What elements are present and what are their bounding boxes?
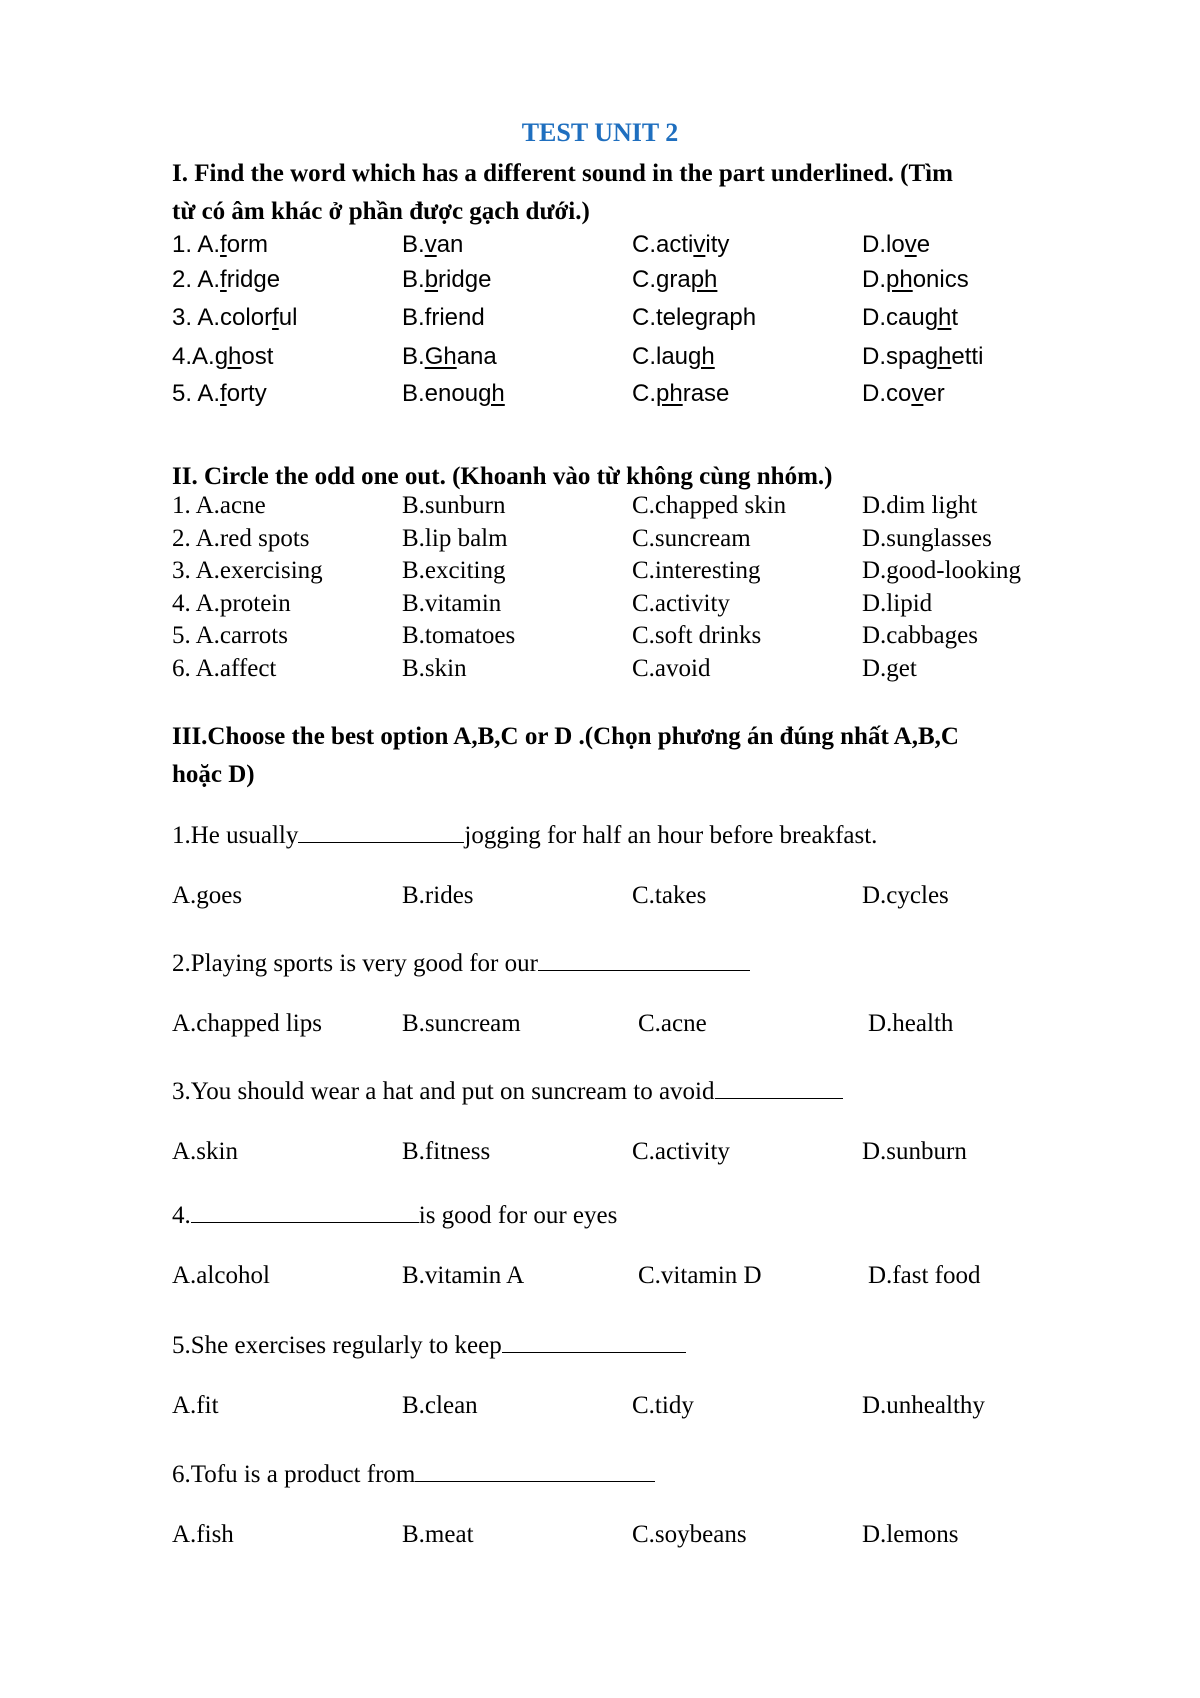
option-text: orty: [226, 380, 267, 407]
section1-row: [172, 380, 1092, 414]
option-text: B.: [402, 231, 425, 258]
question-options: [172, 1010, 1092, 1044]
question-stem: 4.: [172, 1202, 191, 1229]
section1-option: [632, 380, 729, 408]
underlined-part: ph: [690, 266, 718, 293]
section2-row: [172, 557, 1092, 591]
answer-option: B.meat: [402, 1521, 474, 1548]
section1-option: [632, 304, 756, 332]
question-stem: 6.Tofu is a product from: [172, 1461, 416, 1488]
section2-option: C.avoid: [632, 655, 711, 682]
section2-row: [172, 525, 1092, 559]
section2-option: D.dim light: [862, 492, 978, 519]
section1-row: [172, 266, 1092, 300]
answer-blank: [715, 1078, 843, 1099]
section1-option: [172, 304, 297, 332]
section1-option: [862, 266, 969, 294]
option-text: B.enou: [402, 380, 479, 407]
question-stem: 3.You should wear a hat and put on suncream to avoid: [172, 1078, 715, 1105]
section1-option: [172, 231, 268, 259]
option-text: rase: [682, 380, 730, 407]
section1-heading: [172, 155, 1072, 231]
section2-row: [172, 622, 1092, 656]
answer-option: C.soybeans: [632, 1521, 747, 1548]
option-text: 1. A.: [172, 231, 221, 258]
underlined-part: gh: [924, 304, 952, 331]
section2-option: B.sunburn: [402, 492, 506, 519]
section2-option: C.interesting: [632, 557, 761, 584]
section2-option: 6. A.affect: [172, 655, 277, 682]
question-text: [172, 1332, 686, 1360]
section2-row: [172, 492, 1092, 526]
question-options: [172, 1262, 1092, 1296]
section2-option: D.good-looking: [862, 557, 1022, 584]
option-text: e: [916, 231, 931, 258]
option-text: 3. A.color: [172, 304, 273, 331]
answer-option: A.skin: [172, 1138, 238, 1165]
answer-option: B.vitamin A: [402, 1262, 525, 1289]
section2-option: C.suncream: [632, 525, 751, 552]
underlined-part: f: [220, 380, 227, 407]
section1-row: [172, 304, 1092, 338]
question-options: [172, 1521, 1092, 1555]
option-text: ridge: [438, 266, 492, 293]
answer-blank: [415, 1461, 655, 1482]
option-text: C.: [632, 380, 656, 407]
answer-option: A.alcohol: [172, 1262, 270, 1289]
answer-option: B.fitness: [402, 1138, 491, 1165]
underlined-part: v: [904, 231, 917, 258]
section1-option: [632, 343, 715, 371]
section1-option: [632, 231, 729, 259]
option-text: C.telegraph: [632, 304, 757, 331]
answer-blank: [191, 1202, 419, 1223]
option-text: ity: [705, 231, 730, 258]
answer-blank: [538, 950, 750, 971]
underlined-part: ph: [886, 266, 913, 293]
option-text: etti: [951, 343, 984, 370]
option-text: ul: [278, 304, 298, 331]
section2-option: 2. A.red spots: [172, 525, 310, 552]
answer-option: A.fish: [172, 1521, 234, 1548]
question-text: [172, 1202, 617, 1230]
underlined-part: v: [693, 231, 706, 258]
section1-option: [402, 231, 463, 259]
option-text: C.acti: [632, 231, 694, 258]
answer-option: D.fast food: [868, 1262, 981, 1289]
answer-blank: [502, 1332, 686, 1353]
answer-option: A.fit: [172, 1392, 219, 1419]
section2-option: B.tomatoes: [402, 622, 516, 649]
option-text: C.lau: [632, 343, 689, 370]
option-text: D.spa: [862, 343, 925, 370]
answer-option: B.rides: [402, 882, 474, 909]
section2-option: C.soft drinks: [632, 622, 762, 649]
underlined-part: b: [424, 266, 439, 293]
section3-heading: [172, 718, 1072, 794]
question-stem-end: jogging for half an hour before breakfast.: [464, 822, 878, 849]
answer-option: B.suncream: [402, 1010, 521, 1037]
answer-option: D.sunburn: [862, 1138, 967, 1165]
question-stem: 1.He usually: [172, 822, 299, 849]
option-text: D.: [862, 266, 886, 293]
section2-option: D.sunglasses: [862, 525, 992, 552]
option-text: an: [436, 231, 464, 258]
section2-option: C.activity: [632, 590, 730, 617]
question-stem-end: is good for our eyes: [418, 1202, 618, 1229]
option-text: 2. A.: [172, 266, 221, 293]
answer-option: A.chapped lips: [172, 1010, 322, 1037]
answer-option: D.health: [868, 1010, 954, 1037]
page-title: TEST UNIT 2: [521, 118, 679, 147]
section1-heading-line1: I. Find the word which has a different sound in the part underlined. (Tìm: [172, 160, 953, 187]
underlined-part: gh: [214, 343, 242, 370]
section2-option: B.vitamin: [402, 590, 502, 617]
question-options: [172, 882, 1092, 916]
underlined-part: v: [424, 231, 437, 258]
question-text: [172, 822, 877, 850]
question-text: [172, 1078, 843, 1106]
section2-option: D.get: [862, 655, 917, 682]
section1-option: [172, 343, 273, 371]
section1-option: [862, 304, 958, 332]
question-text: [172, 1461, 655, 1489]
option-text: 5. A.: [172, 380, 221, 407]
section1-option: [172, 266, 280, 294]
section2-option: 5. A.carrots: [172, 622, 288, 649]
answer-option: D.cycles: [862, 882, 949, 909]
section1-option: [402, 380, 505, 408]
option-text: onics: [912, 266, 969, 293]
section1-option: [172, 380, 267, 408]
section1-option: [862, 343, 983, 371]
underlined-part: f: [272, 304, 279, 331]
section1-heading-line2: từ có âm khác ở phần được gạch dưới.): [172, 198, 590, 225]
question-options: [172, 1392, 1092, 1426]
section3-heading-line2: hoặc D): [172, 761, 255, 788]
option-text: D.lo: [862, 231, 905, 258]
option-text: B.: [402, 343, 425, 370]
answer-option: D.unhealthy: [862, 1392, 985, 1419]
option-text: ridge: [226, 266, 281, 293]
section2-option: 4. A.protein: [172, 590, 291, 617]
section2-row: [172, 655, 1092, 689]
section2-option: 1. A.acne: [172, 492, 266, 519]
question-stem: 5.She exercises regularly to keep: [172, 1332, 502, 1359]
question-stem: 2.Playing sports is very good for our: [172, 950, 538, 977]
section3-heading-line1: III.Choose the best option A,B,C or D .(Chọn phương án đúng nhất A,B,C: [172, 723, 959, 750]
section1-row: [172, 343, 1092, 377]
section2-option: B.skin: [402, 655, 467, 682]
option-text: B.: [402, 266, 425, 293]
option-text: B.friend: [402, 304, 485, 331]
option-text: 4.A.: [172, 343, 215, 370]
section1-option: [862, 380, 945, 408]
section2-option: D.cabbages: [862, 622, 978, 649]
option-text: D.co: [862, 380, 912, 407]
underlined-part: f: [220, 266, 227, 293]
section2-option: C.chapped skin: [632, 492, 787, 519]
answer-option: D.lemons: [862, 1521, 959, 1548]
answer-option: C.acne: [638, 1010, 707, 1037]
answer-option: C.tidy: [632, 1392, 694, 1419]
section1-option: [402, 266, 491, 294]
option-text: orm: [226, 231, 269, 258]
section1-row: [172, 231, 1092, 265]
answer-option: B.clean: [402, 1392, 478, 1419]
question-text: [172, 950, 750, 978]
underlined-part: gh: [924, 343, 952, 370]
answer-option: A.goes: [172, 882, 243, 909]
answer-option: C.vitamin D: [638, 1262, 762, 1289]
underlined-part: gh: [478, 380, 505, 407]
answer-option: C.takes: [632, 882, 707, 909]
section2-option: B.lip balm: [402, 525, 508, 552]
underlined-part: ph: [656, 380, 683, 407]
option-text: t: [951, 304, 959, 331]
option-text: ana: [456, 343, 497, 370]
section2-option: D.lipid: [862, 590, 933, 617]
underlined-part: Gh: [424, 343, 457, 370]
section1-option: [632, 266, 717, 294]
option-text: D.cau: [862, 304, 925, 331]
section1-option: [862, 231, 930, 259]
section2-option: B.exciting: [402, 557, 506, 584]
underlined-part: gh: [688, 343, 715, 370]
question-options: [172, 1138, 1092, 1172]
section1-option: [402, 304, 485, 332]
answer-option: C.activity: [632, 1138, 730, 1165]
section1-option: [402, 343, 497, 371]
section2-option: 3. A.exercising: [172, 557, 323, 584]
section2-row: [172, 590, 1092, 624]
option-text: er: [923, 380, 945, 407]
answer-blank: [298, 822, 464, 843]
underlined-part: v: [911, 380, 924, 407]
underlined-part: f: [220, 231, 227, 258]
option-text: C.gra: [632, 266, 691, 293]
section2-heading: II. Circle the odd one out. (Khoanh vào từ không cùng nhóm.): [172, 463, 833, 490]
option-text: ost: [241, 343, 274, 370]
